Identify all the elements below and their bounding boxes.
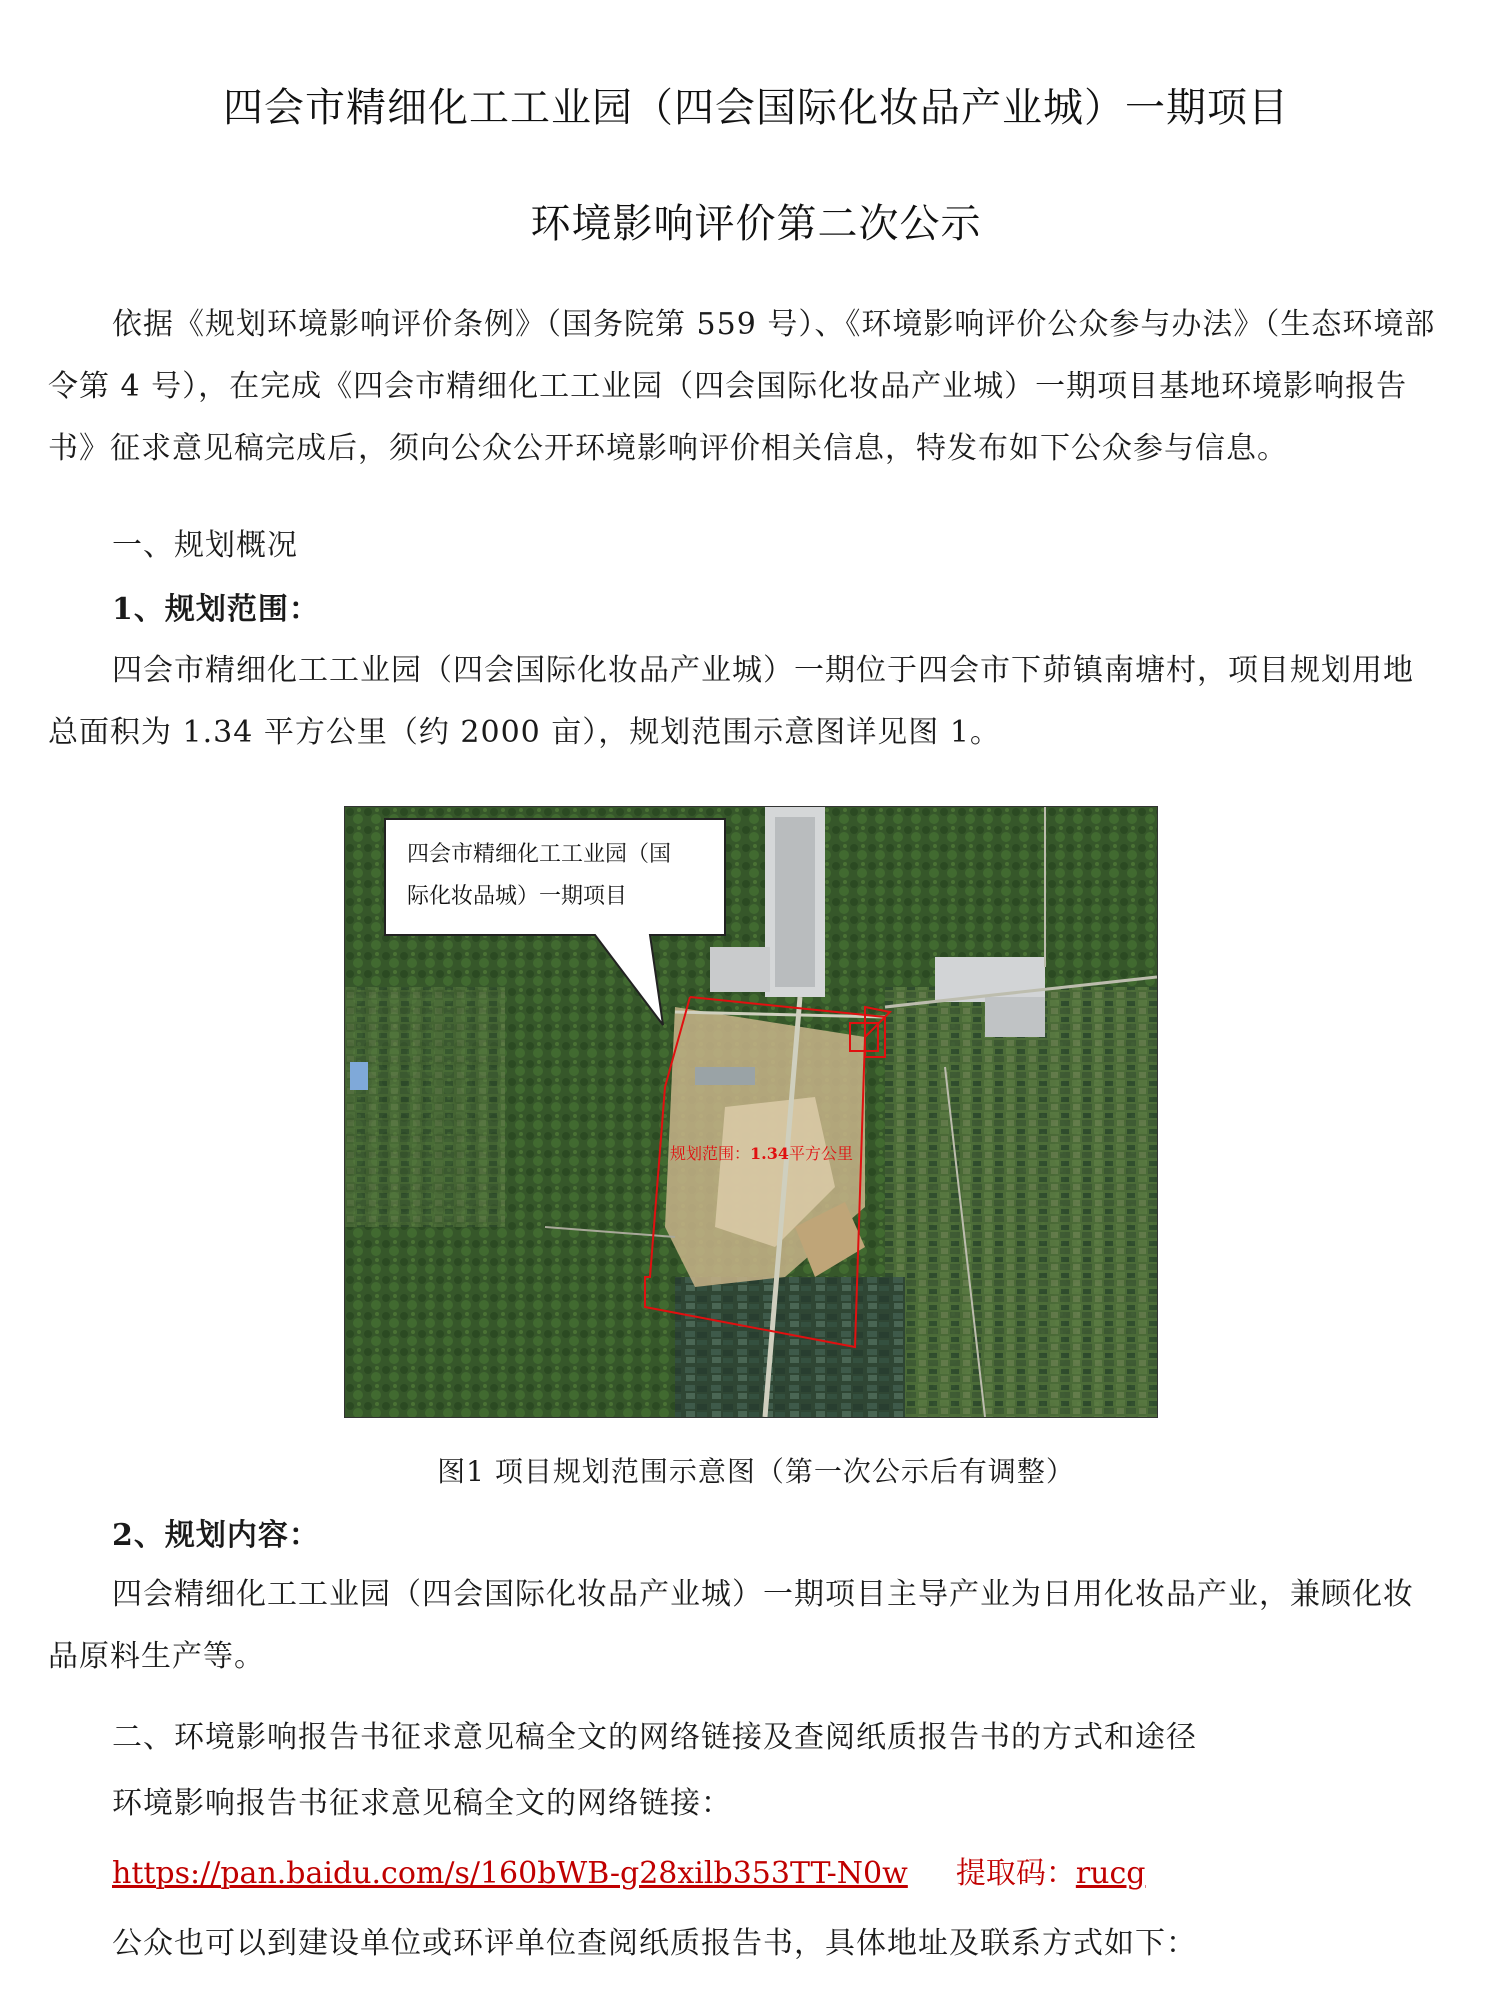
scope-line-2: 总面积为 1.34 平方公里（约 2000 亩），规划范围示意图详见图 1。 bbox=[48, 715, 1001, 750]
intro-line-2: 令第 4 号），在完成《四会市精细化工工业园（四会国际化妆品产业城）一期项目基地环境影响报告 bbox=[48, 369, 1408, 404]
planning-scope-map bbox=[344, 806, 1158, 1418]
intro-paragraph bbox=[48, 294, 1464, 480]
callout-line-2: 际化妆品城）一期项目 bbox=[407, 884, 628, 909]
extraction-code-value: rucg bbox=[1075, 1856, 1146, 1891]
document-subtitle: 环境影响评价第二次公示 bbox=[530, 201, 982, 247]
figure-caption: 图1 项目规划范围示意图（第一次公示后有调整） bbox=[437, 1455, 1075, 1488]
content-line-2: 品原料生产等。 bbox=[48, 1639, 265, 1674]
report-download-link[interactable]: https://pan.baidu.com/s/160bWB-g28xilb353TT-N0w bbox=[112, 1856, 908, 1891]
area-label: 规划范围：1.34平方公里 bbox=[670, 1144, 853, 1163]
link-line bbox=[112, 1848, 1146, 1892]
document-title: 四会市精细化工工业园（四会国际化妆品产业城）一期项目 bbox=[223, 85, 1289, 131]
section-1-heading: 一、规划概况 bbox=[112, 528, 298, 563]
callout-line-1: 四会市精细化工工业园（国 bbox=[407, 842, 672, 867]
intro-line-1: 依据《规划环境影响评价条例》（国务院第 559 号）、《环境影响评价公众参与办法》（生态环境部 bbox=[112, 307, 1436, 342]
closing-text: 公众也可以到建设单位或环评单位查阅纸质报告书，具体地址及联系方式如下： bbox=[112, 1926, 1197, 1961]
satellite-map-image bbox=[345, 807, 1157, 1417]
content-paragraph bbox=[48, 1564, 1464, 1688]
link-intro-text: 环境影响报告书征求意见稿全文的网络链接： bbox=[112, 1786, 732, 1821]
scope-line-1: 四会市精细化工工业园（四会国际化妆品产业城）一期位于四会市下茆镇南塘村，项目规划用地 bbox=[112, 653, 1414, 688]
intro-line-3: 书》征求意见稿完成后，须向公众公开环境影响评价相关信息，特发布如下公众参与信息。 bbox=[48, 431, 1288, 466]
section-2-heading: 二、环境影响报告书征求意见稿全文的网络链接及查阅纸质报告书的方式和途径 bbox=[112, 1720, 1197, 1755]
scope-paragraph bbox=[48, 640, 1464, 764]
subsection-2-heading: 2、规划内容： bbox=[112, 1518, 320, 1553]
extraction-code-label: 提取码： bbox=[955, 1856, 1076, 1891]
content-line-1: 四会精细化工工业园（四会国际化妆品产业城）一期项目主导产业为日用化妆品产业，兼顾化妆 bbox=[112, 1577, 1414, 1612]
subsection-1-heading: 1、规划范围： bbox=[112, 592, 320, 627]
